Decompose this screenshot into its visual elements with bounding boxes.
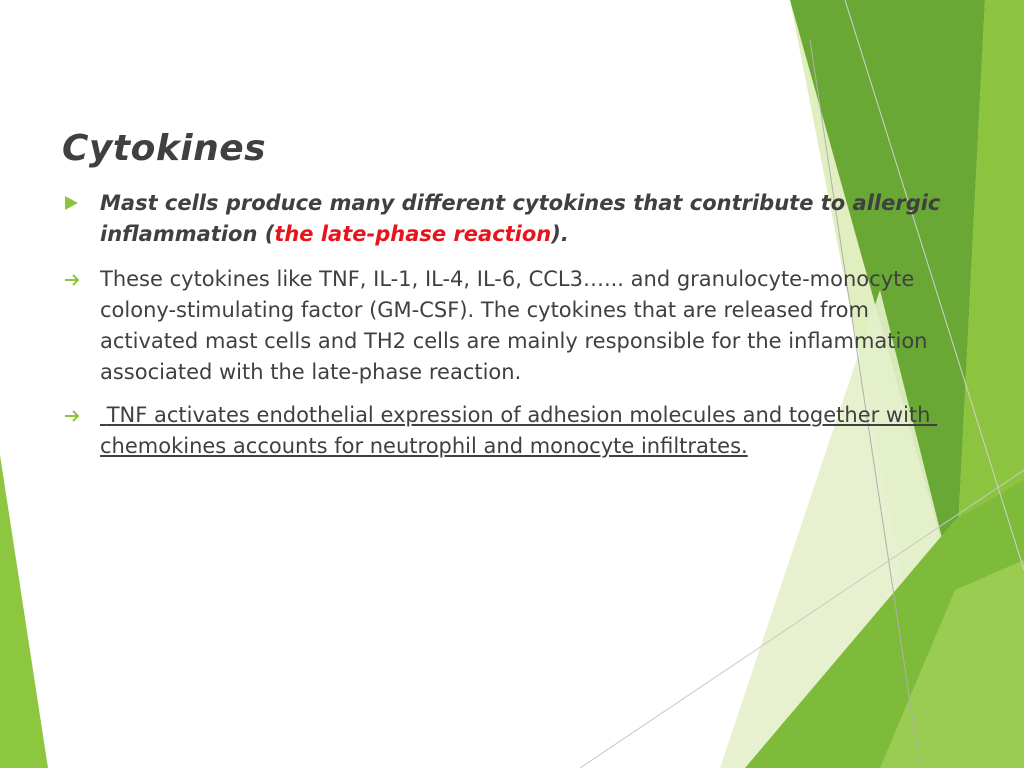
bullet-text-2: These cytokines like TNF, IL-1, IL-4, IL-6, CCL3…... and granulocyte-monocyte colony-stimulating factor (GM-CSF). The cytokines that are released from activated mast cells and TH2 cells are mainly responsible for the inflammation associated with the late-phase reaction. bbox=[100, 267, 928, 384]
bullet-text-3: TNF activates endothelial expression of adhesion molecules and together with chemokines accounts for neutrophil and monocyte infiltrates. bbox=[100, 403, 938, 458]
triangle-bullet-icon bbox=[62, 188, 84, 218]
arrow-bullet-icon bbox=[62, 264, 84, 294]
bullet-text-1-main: Mast cells produce many different cytokines that contribute to allergic inflammation ( bbox=[100, 191, 941, 246]
bullet-text-1-highlight: the late-phase reaction bbox=[274, 222, 552, 246]
bullet-text-1-end: ). bbox=[551, 222, 569, 246]
bullet-text-1 bbox=[100, 188, 960, 250]
slide-title: Cytokines bbox=[62, 128, 267, 169]
arrow-bullet-icon bbox=[62, 400, 84, 430]
